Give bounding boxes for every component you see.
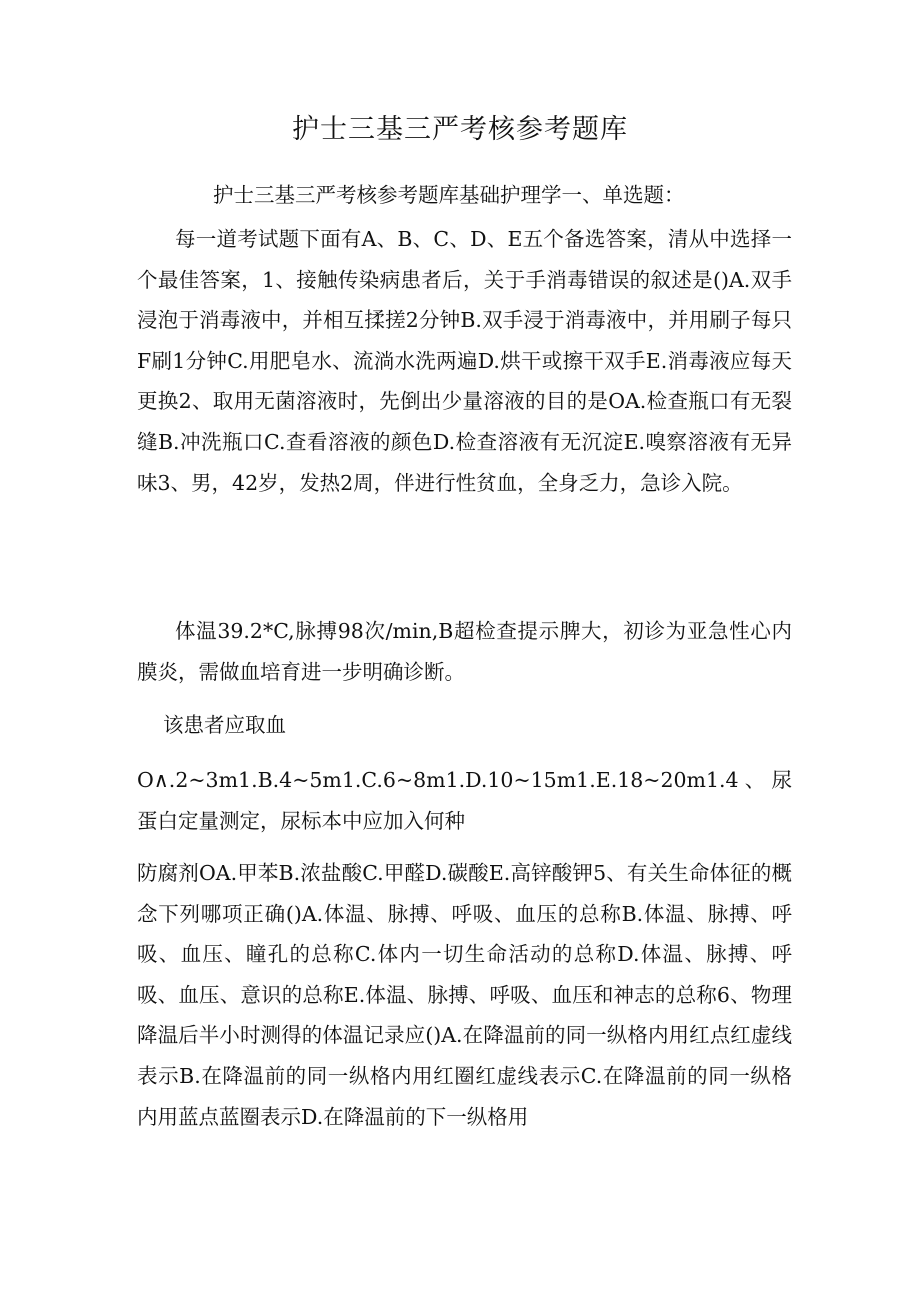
paragraph-section-heading: 护士三基三严考核参考题库基础护理学一、单选题： xyxy=(213,183,685,207)
page-title: 护士三基三严考核参考题库 xyxy=(292,114,628,145)
paragraph-vital-signs: 体温39.2*C,脉搏98次/min,B超检查提示脾大，初诊为亚急性心内膜炎，需做血培育进一步明确诊断。 xyxy=(137,619,792,684)
paragraph-questions-1-3: 每一道考试题下面有A、B、C、D、E五个备选答案，清从中选择一个最佳答案，1、接触传染病患者后，关于手消毒错误的叙述是()A.双手浸泡于消毒液中，并相互揉搓2分钟B.双手浸于消毒液中，并用刷子每只F刷1分钟C.用肥皂水、流淌水洗两遍D.烘干或擦干双手E.消毒液应每天更换2、取用无菌溶液时，先倒出少量溶液的目的是OA.检查瓶口有无裂缝B.冲洗瓶口C.查看溶液的颜色D.检查溶液有无沉淀E.嗅察溶液有无异味3、男，42岁，发热2周，伴进行性贫血，全身乏力，急诊入院。 xyxy=(137,227,792,495)
paragraph-questions-4-6: 防腐剂OA.甲苯B.浓盐酸C.甲醛D.碳酸E.高锌酸钾5、有关生命体征的概念下列哪项正确()A.体温、脉搏、呼吸、血压的总称B.体温、脉搏、呼吸、血压、瞳孔的总称C.体内一切生命活动的总称D.体温、脉搏、呼吸、血压、意识的总称E.体温、脉搏、呼吸、血压和神志的总称6、物理降温后半小时测得的体温记录应()A.在降温前的同一纵格内用红点红虚线表示B.在降温前的同一纵格内用红圈红虚线表示C.在降温前的同一纵格内用蓝点蓝圈表示D.在降温前的下一纵格用 xyxy=(137,861,792,1129)
paragraph-blood-sample: 该患者应取血 xyxy=(163,713,286,737)
paragraph-options-question-4: O∧.2~3m1.B.4~5m1.C.6~8m1.D.10~15m1.E.18~20m1.4、尿蛋白定量测定，尿标本中应加入何种 xyxy=(137,768,792,833)
